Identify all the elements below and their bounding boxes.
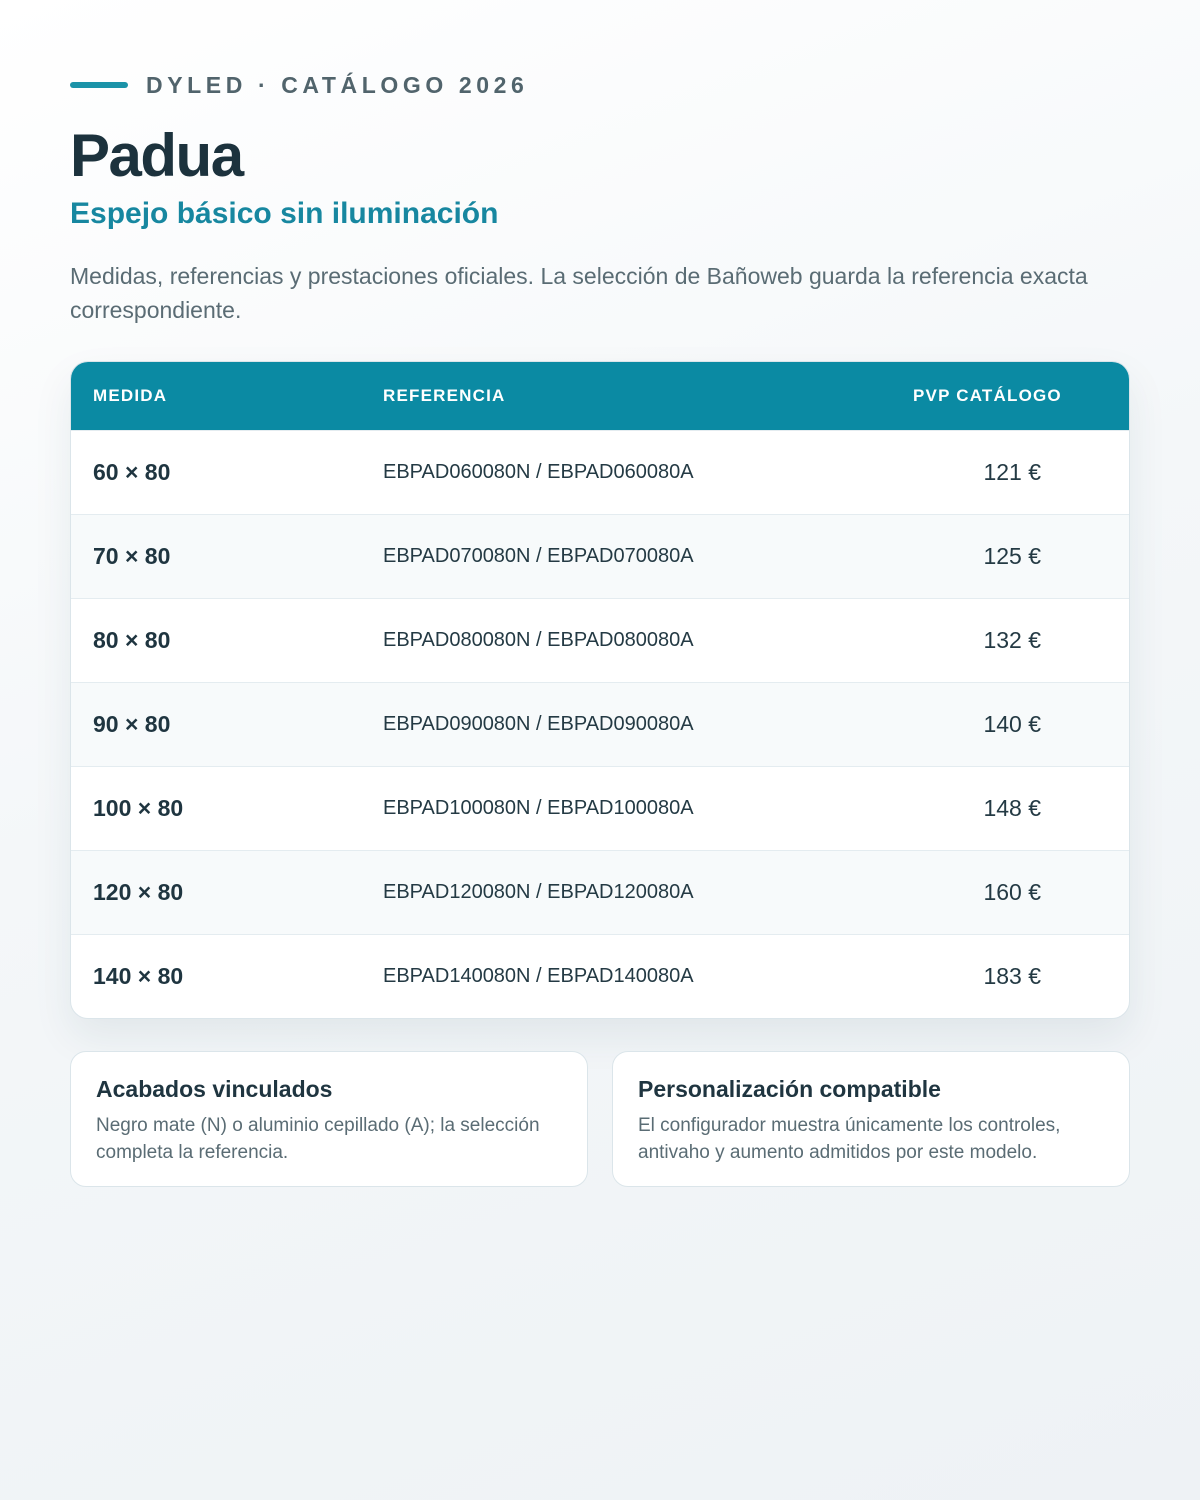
price-cell: 125 € bbox=[983, 543, 1041, 569]
page-subtitle: Espejo básico sin iluminación bbox=[70, 197, 499, 230]
reference-cell: EBPAD070080N / EBPAD070080A bbox=[383, 545, 694, 567]
price-cell: 121 € bbox=[983, 459, 1041, 485]
customization-note-card bbox=[612, 1051, 1130, 1187]
reference-cell: EBPAD090080N / EBPAD090080A bbox=[383, 713, 694, 735]
price-table bbox=[70, 361, 1130, 1019]
table-row bbox=[71, 934, 1129, 1018]
size-cell: 100 × 80 bbox=[93, 795, 184, 821]
reference-cell: EBPAD120080N / EBPAD120080A bbox=[383, 881, 694, 903]
accent-bar bbox=[70, 82, 128, 88]
note-title: Personalización compatible bbox=[638, 1076, 941, 1102]
catalog-kicker bbox=[70, 72, 528, 98]
note-title: Acabados vinculados bbox=[96, 1076, 333, 1102]
price-cell: 132 € bbox=[983, 627, 1041, 653]
reference-cell: EBPAD080080N / EBPAD080080A bbox=[383, 629, 694, 651]
finishes-note-card bbox=[70, 1051, 588, 1187]
intro-text: Medidas, referencias y prestaciones oficiales. La selección de Bañoweb guarda la referencia exacta correspondiente. bbox=[70, 263, 1088, 323]
table-row bbox=[71, 682, 1129, 766]
size-cell: 140 × 80 bbox=[93, 963, 184, 989]
note-body: El configurador muestra únicamente los controles, antivaho y aumento admitidos por este modelo. bbox=[638, 1115, 1061, 1163]
size-cell: 60 × 80 bbox=[93, 459, 171, 485]
price-cell: 183 € bbox=[983, 963, 1041, 989]
column-header-price: PVP CATÁLOGO bbox=[913, 386, 1062, 405]
price-cell: 160 € bbox=[983, 879, 1041, 905]
table-row bbox=[71, 598, 1129, 682]
column-header-reference: REFERENCIA bbox=[383, 386, 506, 405]
reference-cell: EBPAD140080N / EBPAD140080A bbox=[383, 965, 694, 987]
table-row bbox=[71, 430, 1129, 514]
price-cell: 140 € bbox=[983, 711, 1041, 737]
note-body: Negro mate (N) o aluminio cepillado (A); la selección completa la referencia. bbox=[96, 1115, 540, 1163]
kicker-text: DYLED · CATÁLOGO 2026 bbox=[146, 71, 529, 98]
reference-cell: EBPAD060080N / EBPAD060080A bbox=[383, 461, 694, 483]
size-cell: 120 × 80 bbox=[93, 879, 184, 905]
size-cell: 90 × 80 bbox=[93, 711, 171, 737]
table-row bbox=[71, 514, 1129, 598]
table-row bbox=[71, 766, 1129, 850]
info-notes bbox=[70, 1051, 1130, 1187]
column-header-size: MEDIDA bbox=[93, 386, 168, 405]
page-title: Padua bbox=[70, 122, 243, 189]
reference-cell: EBPAD100080N / EBPAD100080A bbox=[383, 797, 694, 819]
size-cell: 80 × 80 bbox=[93, 627, 171, 653]
table-header bbox=[71, 362, 1129, 430]
price-cell: 148 € bbox=[983, 795, 1041, 821]
size-cell: 70 × 80 bbox=[93, 543, 171, 569]
table-row bbox=[71, 850, 1129, 934]
